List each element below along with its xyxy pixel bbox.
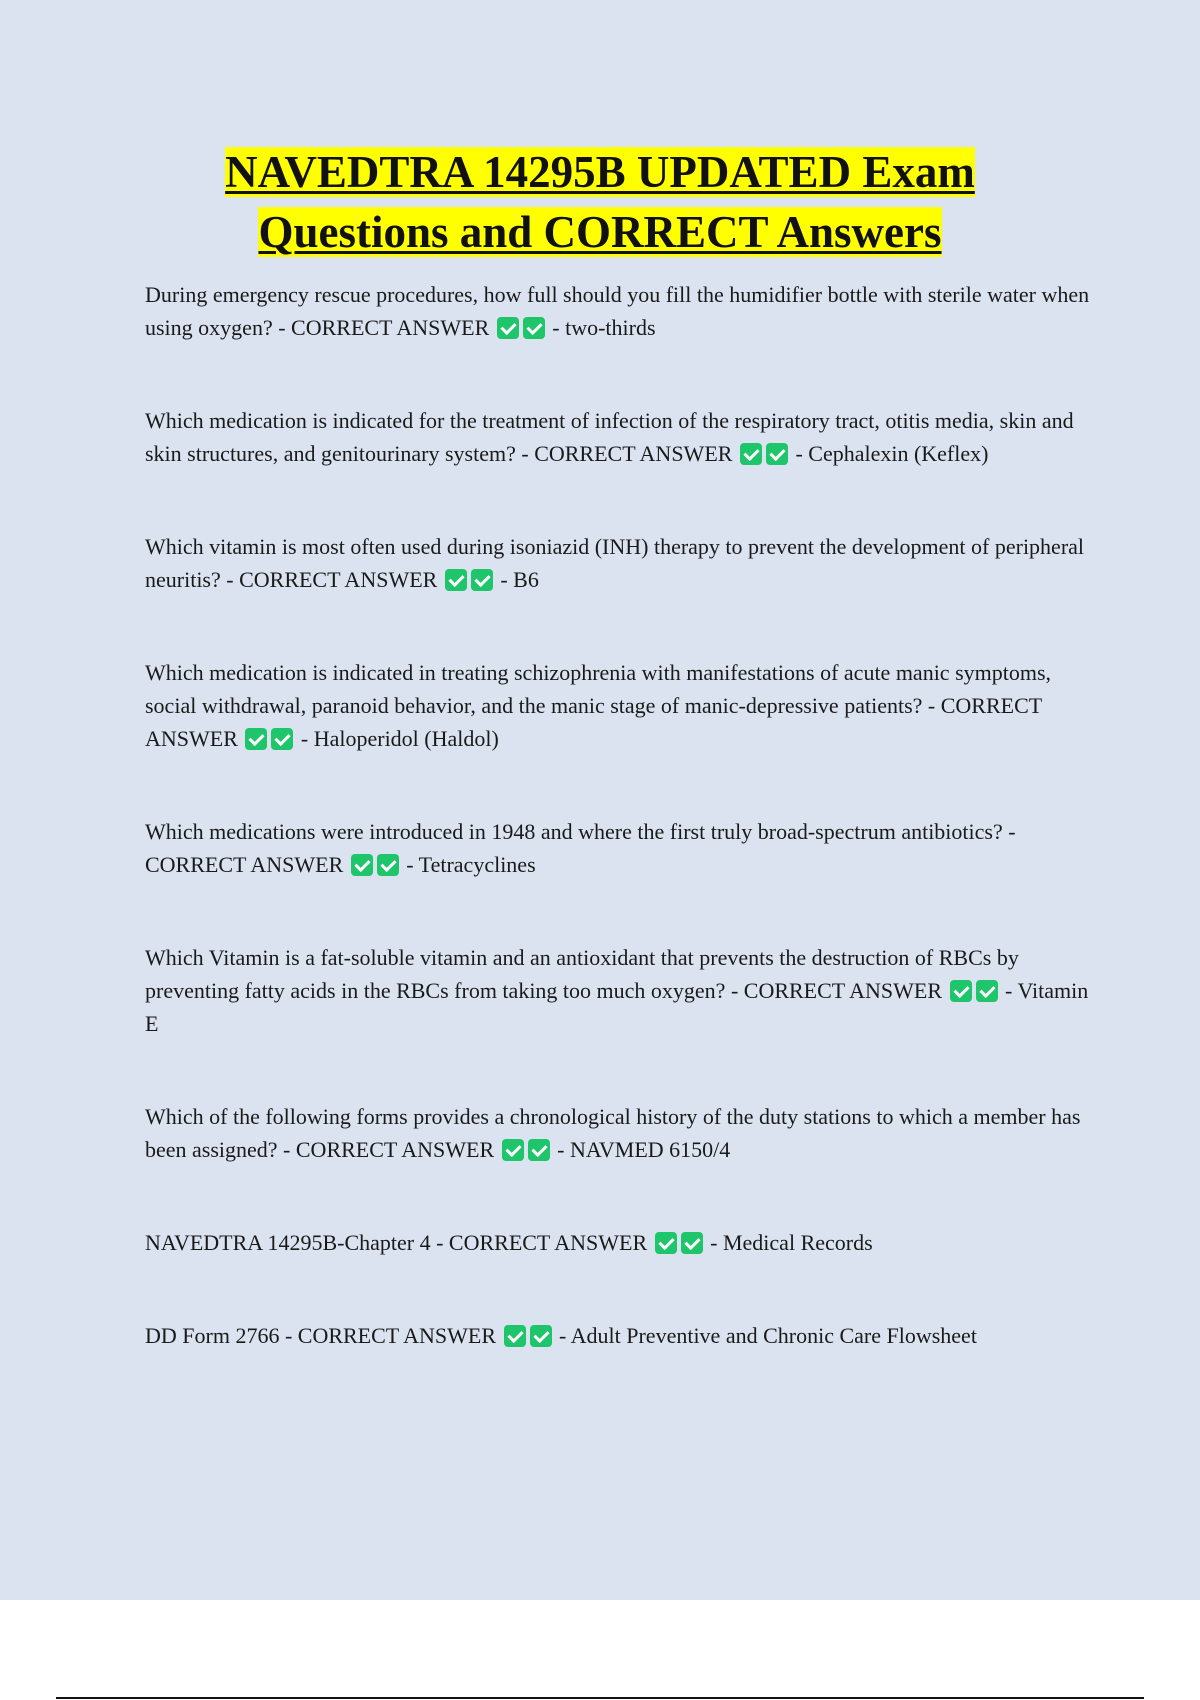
check-mark-button-icon [504,1325,526,1347]
qa-item [145,1100,1090,1166]
question-text: NAVEDTRA 14295B-Chapter 4 - CORRECT ANSWER [145,1230,648,1255]
check-mark-button-icon [976,980,998,1002]
check-mark-button-icon [523,317,545,339]
question-text: Which vitamin is most often used during isoniazid (INH) therapy to prevent the development of peripheral neuritis? - CORRECT ANSWER [145,534,1085,592]
qa-list [145,278,1090,1352]
check-mark-button-icon [497,317,519,339]
question-text: Which Vitamin is a fat-soluble vitamin and an antioxidant that prevents the destruction of RBCs by preventing fatty acids in the RBCs from taking too much oxygen? - CORRECT ANSWER [145,945,1019,1003]
answer-text: - NAVMED 6150/4 [557,1137,731,1162]
answer-text: - Haloperidol (Haldol) [300,726,499,751]
qa-item [145,656,1090,755]
check-mark-button-icon [740,443,762,465]
qa-item [145,1226,1090,1259]
qa-item [145,278,1090,344]
check-mark-button-icon [655,1232,677,1254]
check-mark-button-icon [766,443,788,465]
title-line-2: Questions and CORRECT Answers [258,207,942,257]
qa-item [145,530,1090,596]
check-mark-button-icon [502,1139,524,1161]
check-mark-button-icon [351,854,373,876]
question-text: Which medications were introduced in 1948 and where the first truly broad-spectrum antibiotics? - CORRECT ANSWER [145,819,1016,877]
answer-text: - Vitamin E [145,978,1089,1036]
check-mark-button-icon [445,569,467,591]
qa-item [145,404,1090,470]
check-mark-button-icon [245,728,267,750]
answer-text: - Medical Records [710,1230,873,1255]
check-mark-button-icon [471,569,493,591]
footer-divider [56,1697,1144,1699]
check-mark-button-icon [950,980,972,1002]
check-mark-button-icon [528,1139,550,1161]
question-text: Which medication is indicated for the treatment of infection of the respiratory tract, otitis media, skin and skin structures, and genitourinary system? - CORRECT ANSWER [145,408,1074,466]
question-text: During emergency rescue procedures, how full should you fill the humidifier bottle with sterile water when using oxygen? - CORRECT ANSWER [145,282,1090,340]
qa-item [145,1319,1090,1352]
title-line-1: NAVEDTRA 14295B UPDATED Exam [225,147,975,197]
check-mark-button-icon [681,1232,703,1254]
check-mark-button-icon [530,1325,552,1347]
check-mark-button-icon [377,854,399,876]
document-title [0,142,1200,262]
check-mark-button-icon [271,728,293,750]
answer-text: - B6 [500,567,539,592]
answer-text: - Tetracyclines [406,852,536,877]
answer-text: - Adult Preventive and Chronic Care Flowsheet [559,1323,977,1348]
answer-text: - two-thirds [552,315,656,340]
qa-item [145,815,1090,881]
answer-text: - Cephalexin (Keflex) [795,441,989,466]
question-text: DD Form 2766 - CORRECT ANSWER [145,1323,497,1348]
qa-item [145,941,1090,1040]
question-text: Which of the following forms provides a chronological history of the duty stations to which a member has been assigned? - CORRECT ANSWER [145,1104,1081,1162]
question-text: Which medication is indicated in treating schizophrenia with manifestations of acute manic symptoms, social withdrawal, paranoid behavior, and the manic stage of manic-depressive patients? - CORRECT ANSWER [145,660,1052,751]
